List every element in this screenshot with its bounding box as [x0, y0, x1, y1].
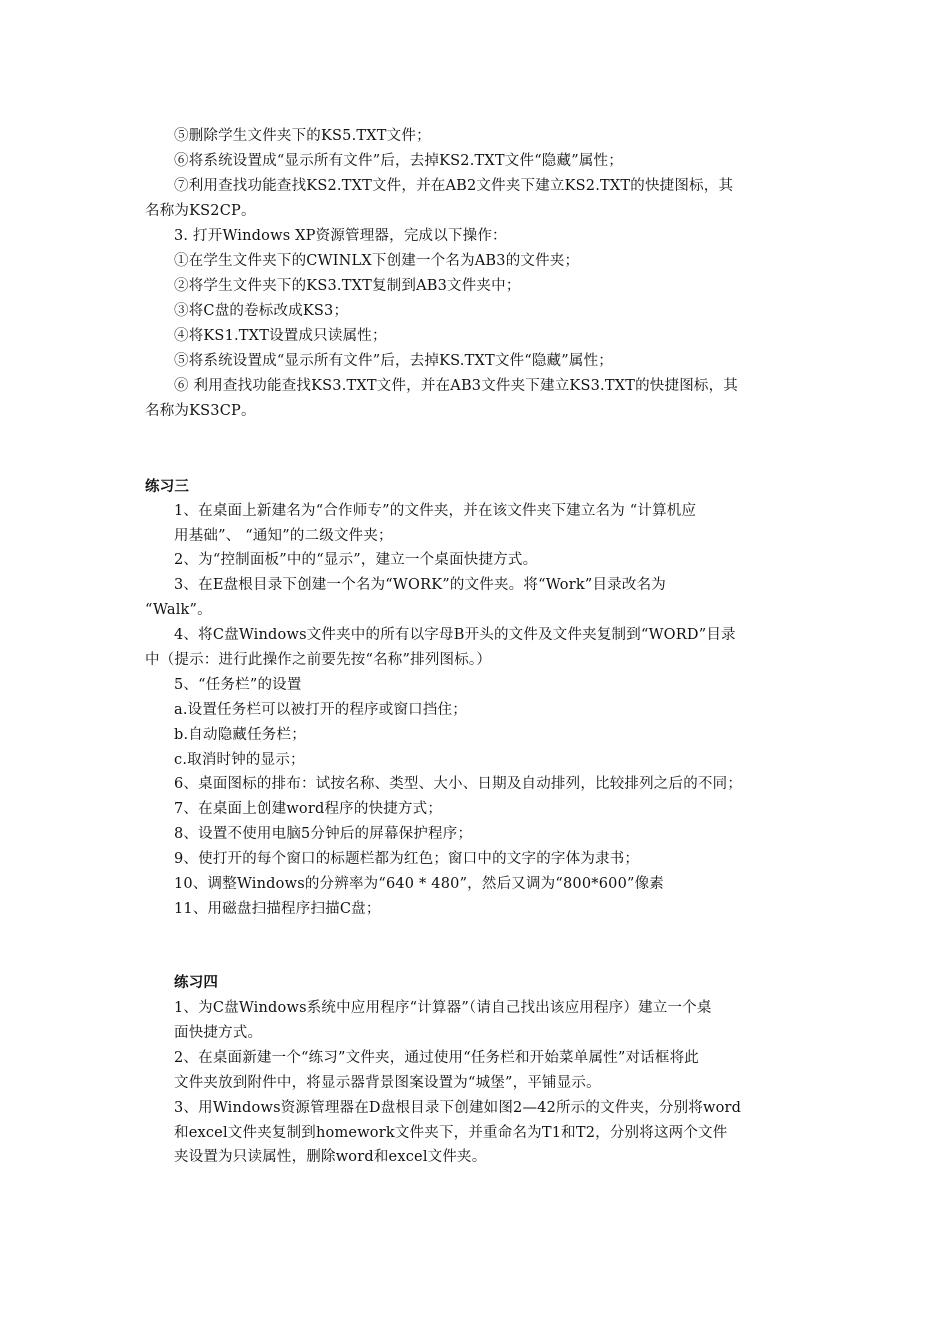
part2-line-2: ⑥将系统设置成“显示所有文件”后，去掉KS2.TXT文件“隐藏”属性； [174, 153, 623, 169]
part2-line-5: 3. 打开Windows XP资源管理器，完成以下操作： [174, 228, 507, 244]
exercise3-line-10: b.自动隐藏任务栏； [174, 727, 306, 743]
part2-line-9: ④将KS1.TXT设置成只读属性； [174, 328, 387, 344]
exercise4-line-2: 面快捷方式。 [174, 1025, 263, 1041]
part2-line-10: ⑤将系统设置成“显示所有文件”后，去掉KS.TXT文件“隐藏”属性； [174, 353, 613, 369]
exercise4-line-5: 3、用Windows资源管理器在D盘根目录下创建如图2—42所示的文件夹，分别将word [174, 1100, 742, 1116]
exercise3-line-8: 5、“任务栏”的设置 [174, 677, 302, 693]
part2-line-6: ①在学生文件夹下的CWINLX下创建一个名为AB3的文件夹； [174, 253, 580, 269]
exercise3-line-7: 中（提示：进行此操作之前要先按“名称”排列图标。） [145, 652, 492, 668]
exercise3-line-2: 用基础”、 “通知”的二级文件夹； [174, 528, 393, 544]
part2-line-11: ⑥ 利用查找功能查找KS3.TXT文件，并在AB3文件夹下建立KS3.TXT的快捷图标，其 [174, 378, 738, 394]
exercise3-line-9: a.设置任务栏可以被打开的程序或窗口挡住； [174, 702, 467, 718]
part2-line-7: ②将学生文件夹下的KS3.TXT复制到AB3文件夹中； [174, 278, 521, 294]
exercise3-line-17: 11、用磁盘扫描程序扫描C盘； [174, 901, 381, 917]
part2-line-12: 名称为KS3CP。 [145, 403, 256, 419]
exercise3-line-6: 4、将C盘Windows文件夹中的所有以字母B开头的文件及文件夹复制到“WORD”目录 [174, 627, 736, 643]
exercise4-line-6: 和excel文件夹复制到homework文件夹下，并重命名为T1和T2，分别将这两个文件 [174, 1125, 728, 1141]
exercise3-line-3: 2、为“控制面板”中的“显示”，建立一个桌面快捷方式。 [174, 552, 538, 568]
exercise4-title: 练习四 [174, 975, 219, 991]
exercise3-line-4: 3、在E盘根目录下创建一个名为“WORK”的文件夹。将“Work”目录改名为 [174, 577, 666, 593]
exercise3-line-14: 8、设置不使用电脑5分钟后的屏幕保护程序； [174, 826, 473, 842]
exercise3-line-15: 9、使打开的每个窗口的标题栏都为红色；窗口中的文字的字体为隶书； [174, 851, 640, 867]
exercise4-line-4: 文件夹放到附件中，将显示器背景图案设置为“城堡”，平铺显示。 [174, 1075, 601, 1091]
exercise3-line-12: 6、桌面图标的排布：试按名称、类型、大小、日期及自动排列，比较排列之后的不同； [174, 776, 743, 792]
exercise3-title: 练习三 [145, 479, 190, 495]
exercise4-line-7: 夹设置为只读属性，删除word和excel文件夹。 [174, 1149, 487, 1165]
exercise3-line-5: “Walk”。 [145, 602, 212, 618]
exercise3-line-13: 7、在桌面上创建word程序的快捷方式； [174, 801, 443, 817]
exercise3-line-16: 10、调整Windows的分辨率为“640 * 480”，然后又调为“800*600”像素 [174, 876, 665, 892]
part2-line-1: ⑤删除学生文件夹下的KS5.TXT文件； [174, 128, 431, 144]
exercise4-line-3: 2、在桌面新建一个“练习”文件夹，通过使用“任务栏和开始菜单属性”对话框将此 [174, 1050, 699, 1066]
exercise3-line-11: c.取消时钟的显示； [174, 752, 305, 768]
part2-line-3: ⑦利用查找功能查找KS2.TXT文件，并在AB2文件夹下建立KS2.TXT的快捷图标，其 [174, 178, 734, 194]
exercise3-line-1: 1、在桌面上新建名为“合作师专”的文件夹，并在该文件夹下建立名为 “计算机应 [174, 503, 697, 519]
exercise4-line-1: 1、为C盘Windows系统中应用程序“计算器”（请自己找出该应用程序）建立一个桌 [174, 1000, 712, 1016]
part2-line-4: 名称为KS2CP。 [145, 203, 256, 219]
part2-line-8: ③将C盘的卷标改成KS3； [174, 303, 349, 319]
